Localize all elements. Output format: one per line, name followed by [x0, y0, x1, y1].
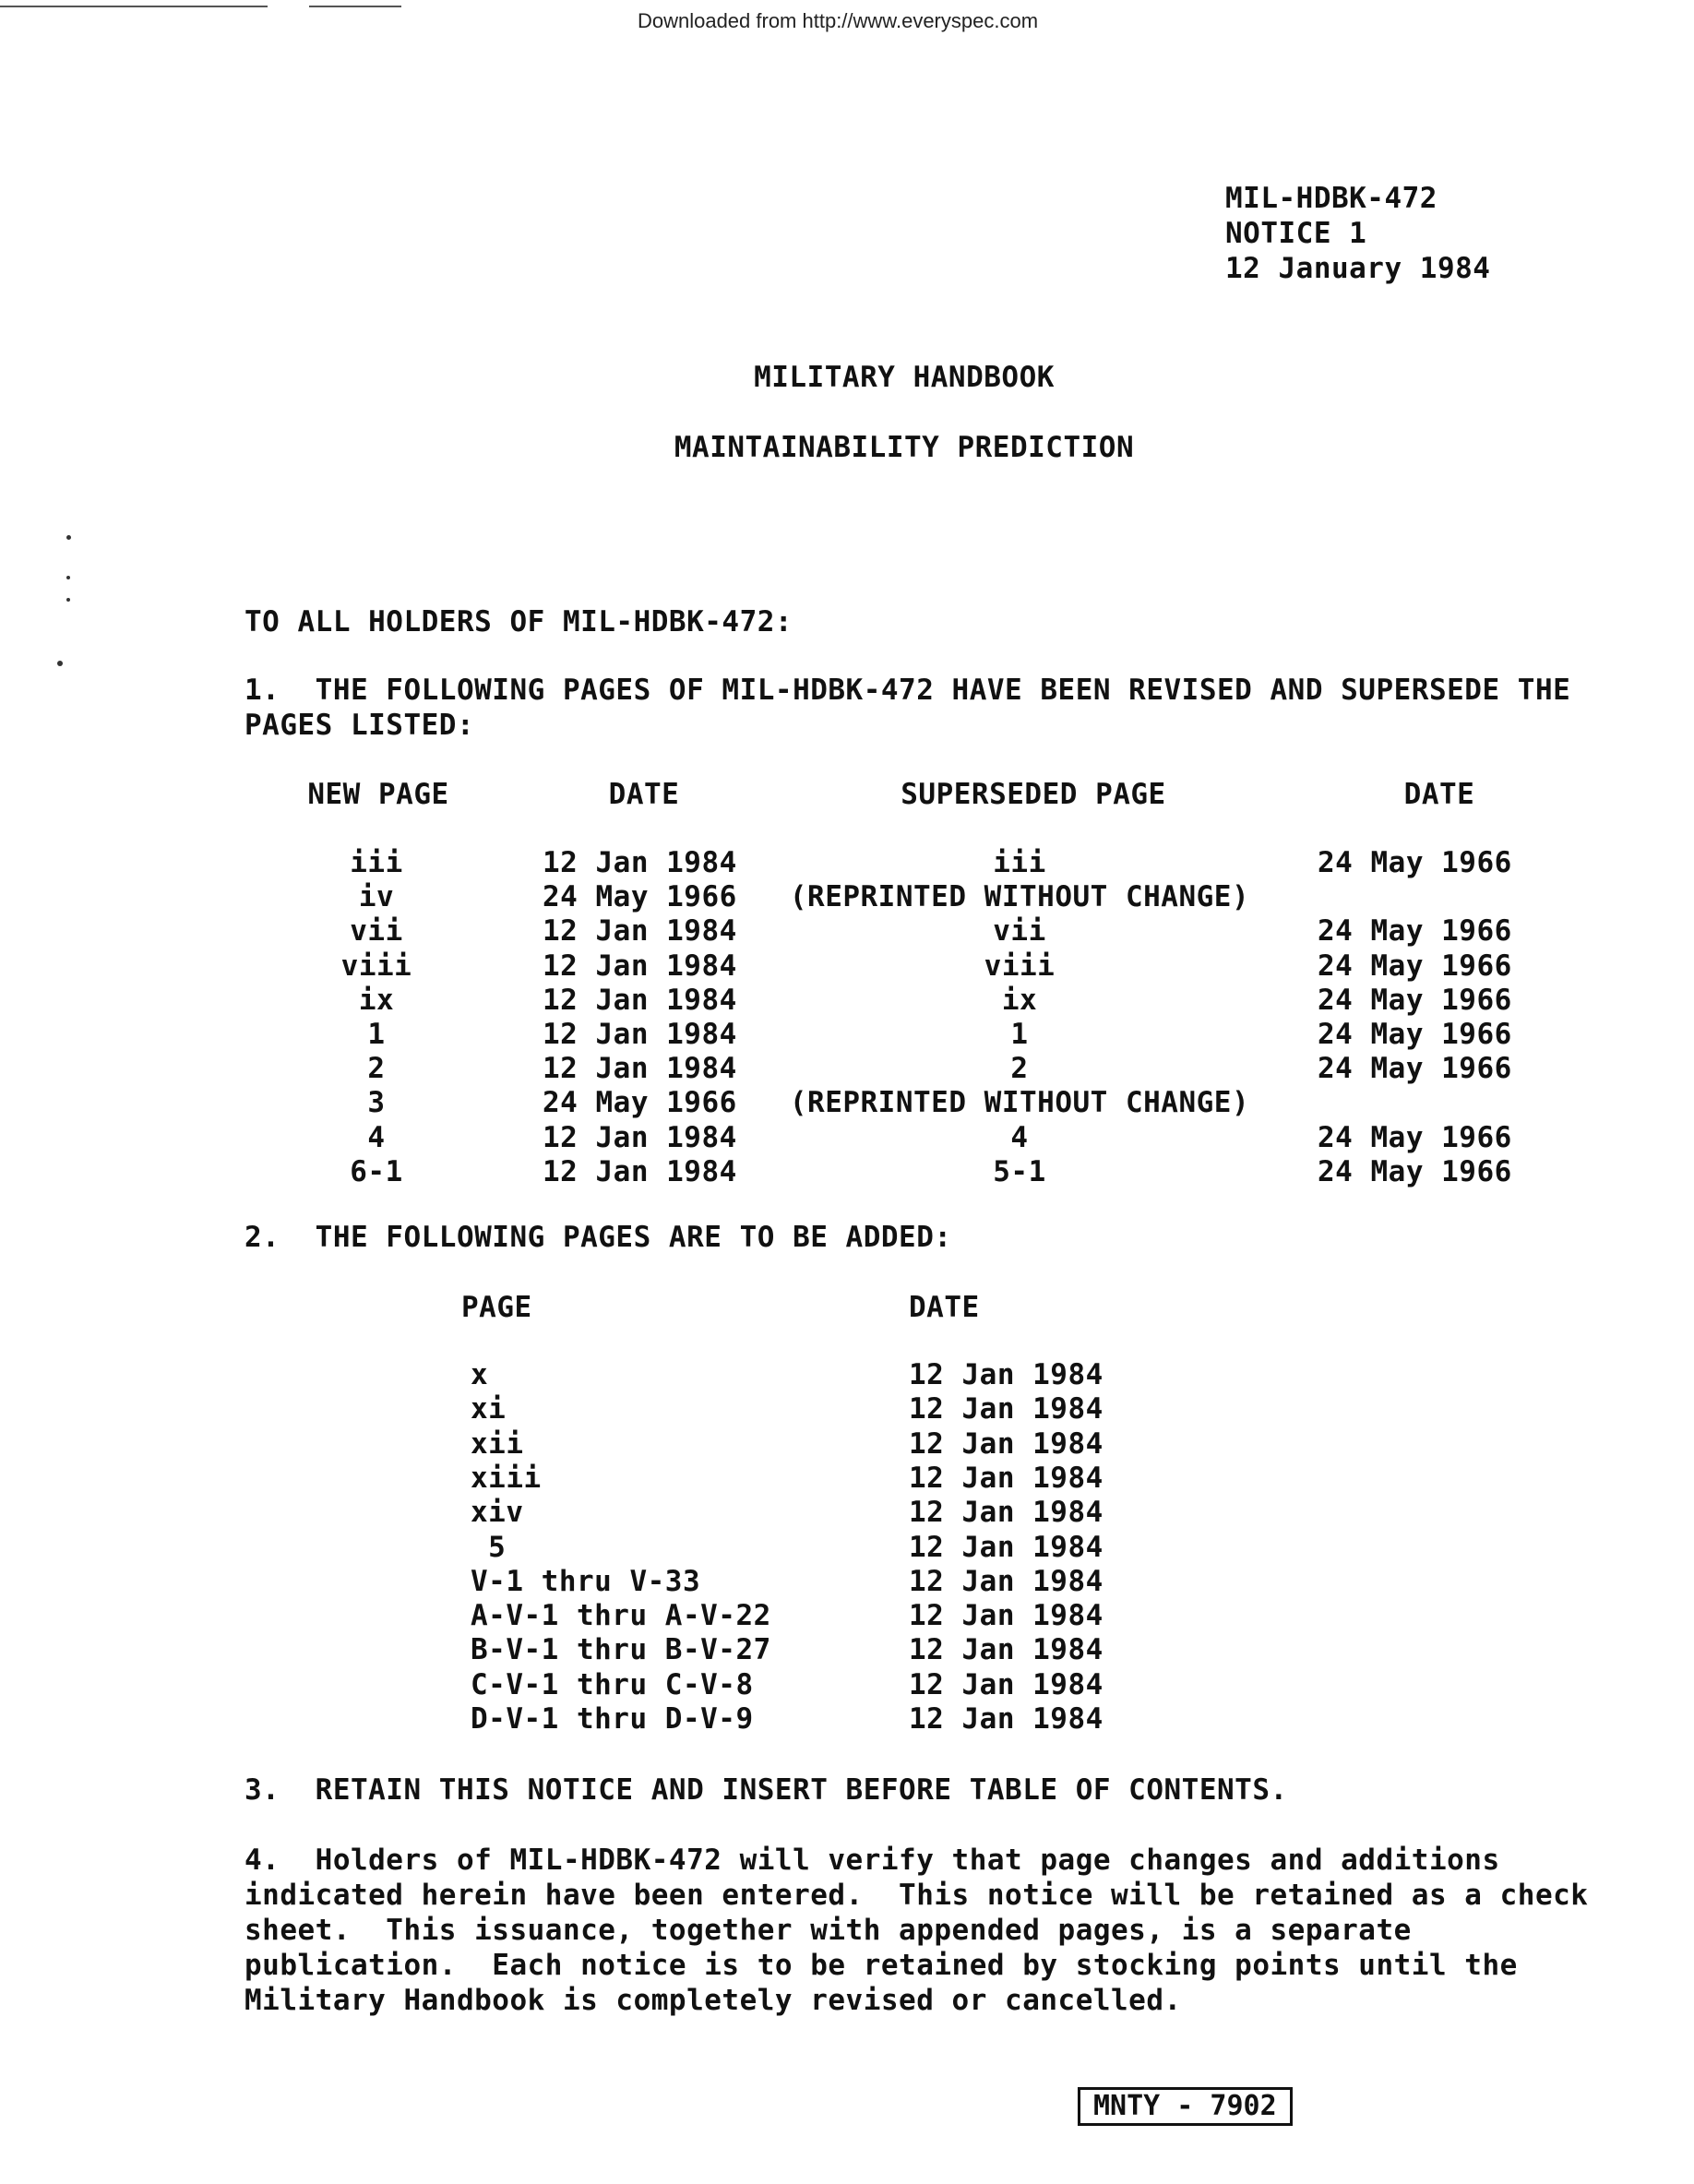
page-cell: xii	[471, 1427, 524, 1461]
superseded-page-cell: (REPRINTED WITHOUT CHANGE)	[789, 880, 1250, 913]
page-cell: xi	[471, 1392, 507, 1426]
scan-line-artifact	[309, 6, 401, 7]
date-cell: 12 Jan 1984	[543, 846, 737, 879]
date-cell: 12 Jan 1984	[543, 984, 737, 1017]
item4-line: publication. Each notice is to be retained by stocking points until the	[245, 1949, 1518, 1982]
superseded-page-cell: ix	[1001, 984, 1038, 1017]
date-cell: 12 Jan 1984	[543, 1155, 737, 1188]
date-cell: 12 Jan 1984	[543, 949, 737, 983]
date-cell: 12 Jan 1984	[543, 1018, 737, 1051]
page-title: MILITARY HANDBOOK	[754, 361, 1055, 394]
item4-line: Military Handbook is completely revised or cancelled.	[245, 1984, 1182, 2017]
item1-text: 1. THE FOLLOWING PAGES OF MIL-HDBK-472 HAVE BEEN REVISED AND SUPERSEDE THE	[245, 674, 1571, 707]
col-header-page: PAGE	[461, 1291, 532, 1324]
date-cell: 12 Jan 1984	[909, 1392, 1103, 1426]
notice-date: 12 January 1984	[1225, 252, 1491, 285]
date-cell: 24 May 1966	[543, 880, 737, 913]
superseded-page-cell: vii	[993, 914, 1046, 948]
page-cell: B-V-1 thru B-V-27	[471, 1633, 771, 1666]
date-cell: 12 Jan 1984	[909, 1496, 1103, 1529]
col-header-superseded-date: DATE	[1403, 778, 1475, 811]
item3-text: 3. RETAIN THIS NOTICE AND INSERT BEFORE TABLE OF CONTENTS.	[245, 1773, 1288, 1807]
new-page-cell: ix	[358, 984, 395, 1017]
scan-line-artifact	[0, 6, 268, 7]
date-cell: 12 Jan 1984	[909, 1668, 1103, 1701]
date-cell: 12 Jan 1984	[909, 1565, 1103, 1598]
new-page-cell: vii	[350, 914, 403, 948]
page-cell: C-V-1 thru C-V-8	[471, 1668, 754, 1701]
superseded-page-cell: (REPRINTED WITHOUT CHANGE)	[789, 1086, 1250, 1119]
new-page-cell: iv	[358, 880, 395, 913]
superseded-page-cell: 5-1	[993, 1155, 1046, 1188]
page-cell: D-V-1 thru D-V-9	[471, 1702, 754, 1736]
superseded-date-cell: 24 May 1966	[1318, 1155, 1512, 1188]
date-cell: 12 Jan 1984	[909, 1599, 1103, 1632]
item4-line: 4. Holders of MIL-HDBK-472 will verify that page changes and additions	[245, 1844, 1500, 1877]
salutation: TO ALL HOLDERS OF MIL-HDBK-472:	[245, 605, 793, 638]
superseded-date-cell: 24 May 1966	[1318, 949, 1512, 983]
date-cell: 12 Jan 1984	[543, 1121, 737, 1154]
page-subtitle: MAINTAINABILITY PREDICTION	[674, 431, 1135, 464]
item2-text: 2. THE FOLLOWING PAGES ARE TO BE ADDED:	[245, 1221, 952, 1254]
scan-dot-artifact	[66, 576, 70, 579]
superseded-page-cell: 4	[1010, 1121, 1029, 1154]
new-page-cell: 1	[367, 1018, 386, 1051]
date-cell: 12 Jan 1984	[909, 1427, 1103, 1461]
item4-line: indicated herein have been entered. This notice will be retained as a check	[245, 1879, 1589, 1912]
page-cell: A-V-1 thru A-V-22	[471, 1599, 771, 1632]
superseded-page-cell: viii	[984, 949, 1056, 983]
superseded-page-cell: 1	[1010, 1018, 1029, 1051]
scan-dot-artifact	[57, 661, 63, 666]
date-cell: 24 May 1966	[543, 1086, 737, 1119]
superseded-page-cell: iii	[993, 846, 1046, 879]
date-cell: 12 Jan 1984	[909, 1358, 1103, 1391]
date-cell: 12 Jan 1984	[543, 1052, 737, 1085]
col-header-new-page: NEW PAGE	[307, 778, 449, 811]
page-cell: xiv	[471, 1496, 524, 1529]
scan-dot-artifact	[66, 598, 70, 602]
doc-number: MIL-HDBK-472	[1225, 182, 1438, 215]
date-cell: 12 Jan 1984	[543, 914, 737, 948]
superseded-date-cell: 24 May 1966	[1318, 1018, 1512, 1051]
page-cell: x	[471, 1358, 489, 1391]
new-page-cell: 3	[367, 1086, 386, 1119]
superseded-date-cell: 24 May 1966	[1318, 1121, 1512, 1154]
date-cell: 12 Jan 1984	[909, 1633, 1103, 1666]
new-page-cell: viii	[340, 949, 412, 983]
col-header-date: DATE	[608, 778, 680, 811]
date-cell: 12 Jan 1984	[909, 1531, 1103, 1564]
col-header-superseded-page: SUPERSEDED PAGE	[901, 778, 1166, 811]
superseded-date-cell: 24 May 1966	[1318, 846, 1512, 879]
col-header-date: DATE	[909, 1291, 980, 1324]
download-banner: Downloaded from http://www.everyspec.com	[637, 9, 1039, 32]
new-page-cell: 6-1	[350, 1155, 403, 1188]
new-page-cell: 4	[367, 1121, 386, 1154]
page-cell: 5	[471, 1531, 507, 1564]
date-cell: 12 Jan 1984	[909, 1702, 1103, 1736]
footer-code: MNTY - 7902	[1078, 2087, 1293, 2126]
superseded-page-cell: 2	[1010, 1052, 1029, 1085]
scan-dot-artifact	[66, 535, 71, 540]
item1-text: PAGES LISTED:	[245, 709, 475, 742]
date-cell: 12 Jan 1984	[909, 1462, 1103, 1495]
superseded-date-cell: 24 May 1966	[1318, 984, 1512, 1017]
item4-line: sheet. This issuance, together with appended pages, is a separate	[245, 1914, 1412, 1947]
page-cell: V-1 thru V-33	[471, 1565, 701, 1598]
superseded-date-cell: 24 May 1966	[1318, 914, 1512, 948]
page-cell: xiii	[471, 1462, 542, 1495]
new-page-cell: 2	[367, 1052, 386, 1085]
superseded-date-cell: 24 May 1966	[1318, 1052, 1512, 1085]
notice-number: NOTICE 1	[1225, 217, 1367, 250]
new-page-cell: iii	[350, 846, 403, 879]
